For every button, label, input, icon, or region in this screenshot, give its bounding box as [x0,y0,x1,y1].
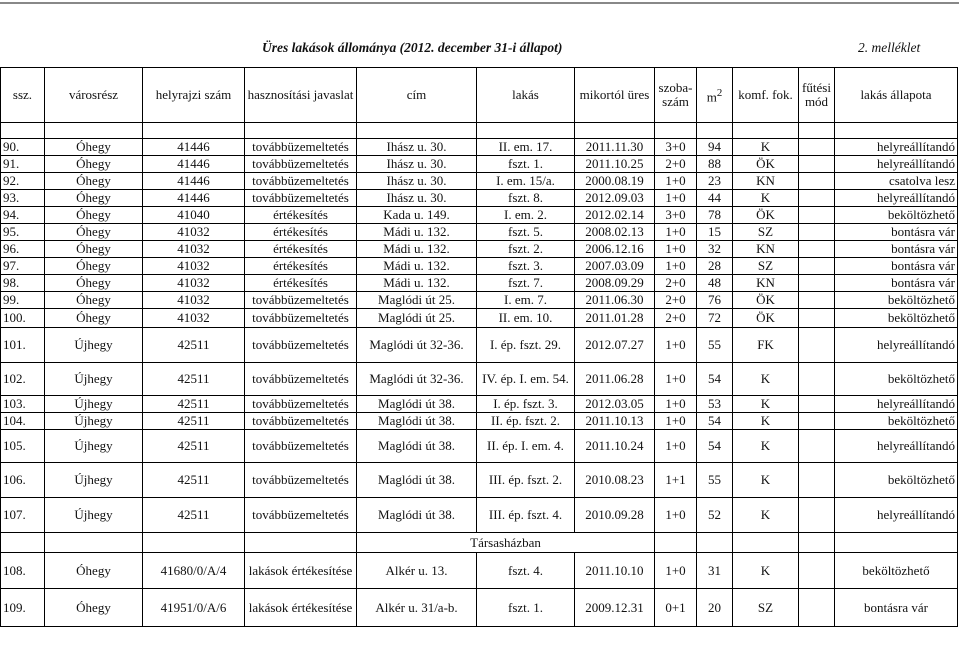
cell-cim: Maglódi út 38. [357,396,477,413]
cell-m2: 32 [697,241,733,258]
cell-ssz: 97. [1,258,45,275]
cell-javaslat: továbbüzemeltetés [245,190,357,207]
cell-futesi [799,363,835,396]
cell-futesi [799,463,835,498]
cell-mikortol: 2010.08.23 [575,463,655,498]
cell-komf: K [733,190,799,207]
cell-lakas: fszt. 5. [477,224,575,241]
cell-allapot: helyreállítandó [835,498,958,533]
cell-ssz: 106. [1,463,45,498]
cell-lakas: fszt. 8. [477,190,575,207]
table-row [1,224,958,241]
cell-futesi [799,430,835,463]
cell-komf: KN [733,173,799,190]
col-szoba: szoba-szám [655,68,697,123]
cell-futesi [799,413,835,430]
cell-allapot: bontásra vár [835,224,958,241]
cell-helyrajzi: 42511 [143,413,245,430]
cell-futesi [799,258,835,275]
cell-futesi [799,275,835,292]
cell-ssz: 102. [1,363,45,396]
cell-javaslat: továbbüzemeltetés [245,498,357,533]
cell-m2: 55 [697,328,733,363]
table-row [1,258,958,275]
table-row [1,498,958,533]
cell-m2: 94 [697,139,733,156]
cell-cim: Maglódi út 25. [357,292,477,309]
cell-helyrajzi: 42511 [143,430,245,463]
cell-helyrajzi: 42511 [143,363,245,396]
cell-mikortol: 2011.10.10 [575,553,655,589]
cell-lakas: fszt. 3. [477,258,575,275]
cell-allapot: beköltözhető [835,553,958,589]
cell-mikortol: 2006.12.16 [575,241,655,258]
cell-m2: 28 [697,258,733,275]
section-title: Társasházban [357,533,655,553]
cell-helyrajzi: 41040 [143,207,245,224]
cell-helyrajzi: 41446 [143,156,245,173]
cell-allapot: beköltözhető [835,413,958,430]
cell-cim: Alkér u. 13. [357,553,477,589]
cell-allapot: helyreállítandó [835,396,958,413]
cell-m2: 48 [697,275,733,292]
cell-helyrajzi: 41032 [143,224,245,241]
cell-javaslat: értékesítés [245,275,357,292]
header-row [1,68,958,123]
cell-szoba: 3+0 [655,139,697,156]
cell-m2: 54 [697,413,733,430]
cell-helyrajzi: 42511 [143,328,245,363]
cell-varosresz: Óhegy [45,156,143,173]
cell-komf: K [733,553,799,589]
cell-mikortol: 2012.07.27 [575,328,655,363]
cell-cim: Ihász u. 30. [357,156,477,173]
cell-cim: Ihász u. 30. [357,190,477,207]
cell-allapot: bontásra vár [835,241,958,258]
cell-lakas: fszt. 7. [477,275,575,292]
cell-m2: 15 [697,224,733,241]
cell-mikortol: 2012.09.03 [575,190,655,207]
cell-szoba: 2+0 [655,292,697,309]
cell-helyrajzi: 41032 [143,275,245,292]
cell-allapot: bontásra vár [835,258,958,275]
cell-m2: 76 [697,292,733,309]
cell-lakas: II. em. 10. [477,309,575,328]
cell-ssz: 91. [1,156,45,173]
table-row [1,173,958,190]
cell-mikortol: 2008.09.29 [575,275,655,292]
table-row [1,190,958,207]
cell-komf: KN [733,241,799,258]
cell-cim: Mádi u. 132. [357,258,477,275]
cell-javaslat: lakások értékesítése [245,589,357,627]
cell-allapot: csatolva lesz [835,173,958,190]
cell-m2: 78 [697,207,733,224]
cell-allapot: beköltözhető [835,292,958,309]
cell-szoba: 1+0 [655,173,697,190]
m2-superscript: 2 [716,86,723,99]
top-rule [0,2,959,4]
cell-futesi [799,173,835,190]
cell-helyrajzi: 41446 [143,173,245,190]
cell-varosresz: Óhegy [45,589,143,627]
cell-helyrajzi: 41032 [143,258,245,275]
cell-varosresz: Óhegy [45,190,143,207]
cell-varosresz: Újhegy [45,413,143,430]
cell-szoba: 2+0 [655,275,697,292]
col-komf: komf. fok. [733,68,799,123]
cell-futesi [799,190,835,207]
cell-szoba: 1+0 [655,328,697,363]
cell-komf: K [733,139,799,156]
cell-ssz: 99. [1,292,45,309]
vacant-flats-table [0,67,958,627]
cell-ssz: 100. [1,309,45,328]
cell-allapot: beköltözhető [835,207,958,224]
cell-szoba: 3+0 [655,207,697,224]
cell-mikortol: 2011.06.30 [575,292,655,309]
cell-szoba: 1+0 [655,241,697,258]
cell-m2: 23 [697,173,733,190]
cell-m2: 55 [697,463,733,498]
cell-cim: Mádi u. 132. [357,224,477,241]
cell-cim: Kada u. 149. [357,207,477,224]
cell-futesi [799,309,835,328]
cell-mikortol: 2008.02.13 [575,224,655,241]
cell-varosresz: Óhegy [45,292,143,309]
cell-allapot: helyreállítandó [835,430,958,463]
cell-lakas: II. ép. I. em. 4. [477,430,575,463]
table-row [1,156,958,173]
cell-cim: Alkér u. 31/a-b. [357,589,477,627]
cell-helyrajzi: 41680/0/A/4 [143,553,245,589]
annex-label: 2. melléklet [858,40,921,55]
table-row [1,463,958,498]
cell-m2: 88 [697,156,733,173]
cell-szoba: 2+0 [655,309,697,328]
cell-m2: 31 [697,553,733,589]
cell-ssz: 108. [1,553,45,589]
cell-szoba: 1+0 [655,498,697,533]
cell-futesi [799,498,835,533]
cell-cim: Mádi u. 132. [357,275,477,292]
cell-varosresz: Óhegy [45,207,143,224]
cell-javaslat: továbbüzemeltetés [245,363,357,396]
cell-cim: Ihász u. 30. [357,173,477,190]
col-allapot: lakás állapota [835,68,958,123]
cell-komf: K [733,430,799,463]
cell-cim: Maglódi út 32-36. [357,328,477,363]
table-row [1,292,958,309]
cell-helyrajzi: 41032 [143,309,245,328]
cell-szoba: 1+1 [655,463,697,498]
cell-helyrajzi: 41446 [143,139,245,156]
cell-helyrajzi: 42511 [143,463,245,498]
table-row [1,396,958,413]
cell-varosresz: Újhegy [45,430,143,463]
cell-szoba: 2+0 [655,156,697,173]
cell-komf: K [733,498,799,533]
cell-komf: FK [733,328,799,363]
cell-javaslat: továbbüzemeltetés [245,139,357,156]
cell-komf: ÖK [733,156,799,173]
table-row [1,328,958,363]
cell-cim: Maglódi út 38. [357,498,477,533]
spacer-row [1,123,958,139]
col-varosresz: városrész [45,68,143,123]
cell-komf: K [733,463,799,498]
cell-varosresz: Óhegy [45,258,143,275]
cell-szoba: 0+1 [655,589,697,627]
cell-cim: Maglódi út 38. [357,463,477,498]
cell-m2: 52 [697,498,733,533]
table-row [1,553,958,589]
cell-futesi [799,292,835,309]
cell-m2: 20 [697,589,733,627]
cell-lakas: I. ép. fszt. 3. [477,396,575,413]
cell-helyrajzi: 41446 [143,190,245,207]
section-row [1,533,958,553]
cell-mikortol: 2000.08.19 [575,173,655,190]
cell-ssz: 98. [1,275,45,292]
cell-varosresz: Újhegy [45,463,143,498]
cell-futesi [799,156,835,173]
cell-komf: K [733,396,799,413]
col-mikortol: mikortól üres [575,68,655,123]
cell-varosresz: Újhegy [45,396,143,413]
table-row [1,309,958,328]
cell-varosresz: Óhegy [45,553,143,589]
cell-javaslat: továbbüzemeltetés [245,430,357,463]
table-row [1,207,958,224]
cell-mikortol: 2012.02.14 [575,207,655,224]
cell-komf: SZ [733,258,799,275]
cell-varosresz: Óhegy [45,173,143,190]
col-m2: $m^2$ [697,68,733,123]
cell-cim: Mádi u. 132. [357,241,477,258]
cell-cim: Maglódi út 38. [357,430,477,463]
cell-javaslat: lakások értékesítése [245,553,357,589]
cell-allapot: helyreállítandó [835,190,958,207]
cell-varosresz: Újhegy [45,498,143,533]
table-body-condo [1,553,958,627]
cell-javaslat: továbbüzemeltetés [245,292,357,309]
cell-allapot: beköltözhető [835,363,958,396]
cell-mikortol: 2010.09.28 [575,498,655,533]
cell-varosresz: Óhegy [45,241,143,258]
cell-lakas: III. ép. fszt. 4. [477,498,575,533]
cell-futesi [799,241,835,258]
cell-mikortol: 2011.06.28 [575,363,655,396]
cell-allapot: bontásra vár [835,589,958,627]
cell-mikortol: 2011.10.25 [575,156,655,173]
cell-javaslat: továbbüzemeltetés [245,156,357,173]
cell-komf: SZ [733,224,799,241]
cell-komf: K [733,363,799,396]
table-row [1,363,958,396]
cell-mikortol: 2007.03.09 [575,258,655,275]
cell-ssz: 101. [1,328,45,363]
cell-mikortol: 2011.10.24 [575,430,655,463]
cell-javaslat: továbbüzemeltetés [245,328,357,363]
cell-allapot: helyreállítandó [835,328,958,363]
cell-lakas: fszt. 1. [477,589,575,627]
cell-m2: 54 [697,363,733,396]
cell-ssz: 96. [1,241,45,258]
cell-allapot: helyreállítandó [835,139,958,156]
cell-varosresz: Újhegy [45,363,143,396]
cell-helyrajzi: 41032 [143,241,245,258]
cell-cim: Maglódi út 32-36. [357,363,477,396]
table-row [1,275,958,292]
cell-ssz: 90. [1,139,45,156]
section-body [1,533,958,553]
cell-komf: ÖK [733,207,799,224]
cell-lakas: I. ép. fszt. 29. [477,328,575,363]
cell-szoba: 1+0 [655,190,697,207]
cell-javaslat: továbbüzemeltetés [245,413,357,430]
col-helyrajzi: helyrajzi szám [143,68,245,123]
cell-lakas: IV. ép. I. em. 54. [477,363,575,396]
cell-szoba: 1+0 [655,553,697,589]
cell-futesi [799,328,835,363]
cell-mikortol: 2011.01.28 [575,309,655,328]
cell-szoba: 1+0 [655,396,697,413]
cell-javaslat: értékesítés [245,241,357,258]
col-cim: cím [357,68,477,123]
cell-szoba: 1+0 [655,363,697,396]
col-lakas: lakás [477,68,575,123]
cell-lakas: I. em. 15/a. [477,173,575,190]
cell-varosresz: Óhegy [45,275,143,292]
cell-ssz: 92. [1,173,45,190]
cell-helyrajzi: 41032 [143,292,245,309]
col-futesi: fűtési mód [799,68,835,123]
cell-komf: SZ [733,589,799,627]
cell-javaslat: továbbüzemeltetés [245,309,357,328]
cell-komf: ÖK [733,309,799,328]
cell-cim: Ihász u. 30. [357,139,477,156]
cell-mikortol: 2012.03.05 [575,396,655,413]
cell-ssz: 94. [1,207,45,224]
cell-ssz: 109. [1,589,45,627]
cell-m2: 72 [697,309,733,328]
cell-m2: 44 [697,190,733,207]
cell-javaslat: továbbüzemeltetés [245,173,357,190]
table-row [1,413,958,430]
cell-futesi [799,207,835,224]
col-ssz: ssz. [1,68,45,123]
cell-mikortol: 2011.11.30 [575,139,655,156]
col-hasznositasi: hasznosítási javaslat [245,68,357,123]
cell-mikortol: 2011.10.13 [575,413,655,430]
cell-ssz: 95. [1,224,45,241]
cell-szoba: 1+0 [655,430,697,463]
cell-varosresz: Újhegy [45,328,143,363]
cell-javaslat: továbbüzemeltetés [245,463,357,498]
cell-m2: 53 [697,396,733,413]
cell-ssz: 107. [1,498,45,533]
cell-varosresz: Óhegy [45,309,143,328]
cell-ssz: 93. [1,190,45,207]
cell-allapot: beköltözhető [835,309,958,328]
cell-lakas: II. em. 17. [477,139,575,156]
cell-javaslat: továbbüzemeltetés [245,396,357,413]
cell-futesi [799,396,835,413]
cell-lakas: I. em. 7. [477,292,575,309]
cell-lakas: fszt. 1. [477,156,575,173]
cell-futesi [799,224,835,241]
document-title: Üres lakások állománya (2012. december 31-i állapot) [262,40,563,55]
cell-allapot: beköltözhető [835,463,958,498]
cell-futesi [799,553,835,589]
cell-m2: 54 [697,430,733,463]
cell-komf: KN [733,275,799,292]
cell-cim: Maglódi út 25. [357,309,477,328]
cell-ssz: 105. [1,430,45,463]
cell-futesi [799,589,835,627]
cell-szoba: 1+0 [655,258,697,275]
cell-cim: Maglódi út 38. [357,413,477,430]
table-row [1,589,958,627]
cell-lakas: III. ép. fszt. 2. [477,463,575,498]
cell-komf: K [733,413,799,430]
cell-ssz: 103. [1,396,45,413]
cell-szoba: 1+0 [655,224,697,241]
cell-mikortol: 2009.12.31 [575,589,655,627]
cell-varosresz: Óhegy [45,139,143,156]
table-row [1,139,958,156]
cell-allapot: bontásra vár [835,275,958,292]
cell-javaslat: értékesítés [245,224,357,241]
cell-varosresz: Óhegy [45,224,143,241]
table-row [1,430,958,463]
cell-lakas: I. em. 2. [477,207,575,224]
cell-lakas: fszt. 2. [477,241,575,258]
cell-allapot: helyreállítandó [835,156,958,173]
cell-helyrajzi: 42511 [143,396,245,413]
cell-javaslat: értékesítés [245,207,357,224]
cell-komf: ÖK [733,292,799,309]
cell-javaslat: értékesítés [245,258,357,275]
table-row [1,241,958,258]
cell-ssz: 104. [1,413,45,430]
cell-szoba: 1+0 [655,413,697,430]
cell-helyrajzi: 42511 [143,498,245,533]
cell-lakas: fszt. 4. [477,553,575,589]
cell-lakas: II. ép. fszt. 2. [477,413,575,430]
cell-futesi [799,139,835,156]
cell-helyrajzi: 41951/0/A/6 [143,589,245,627]
table-body [1,139,958,533]
